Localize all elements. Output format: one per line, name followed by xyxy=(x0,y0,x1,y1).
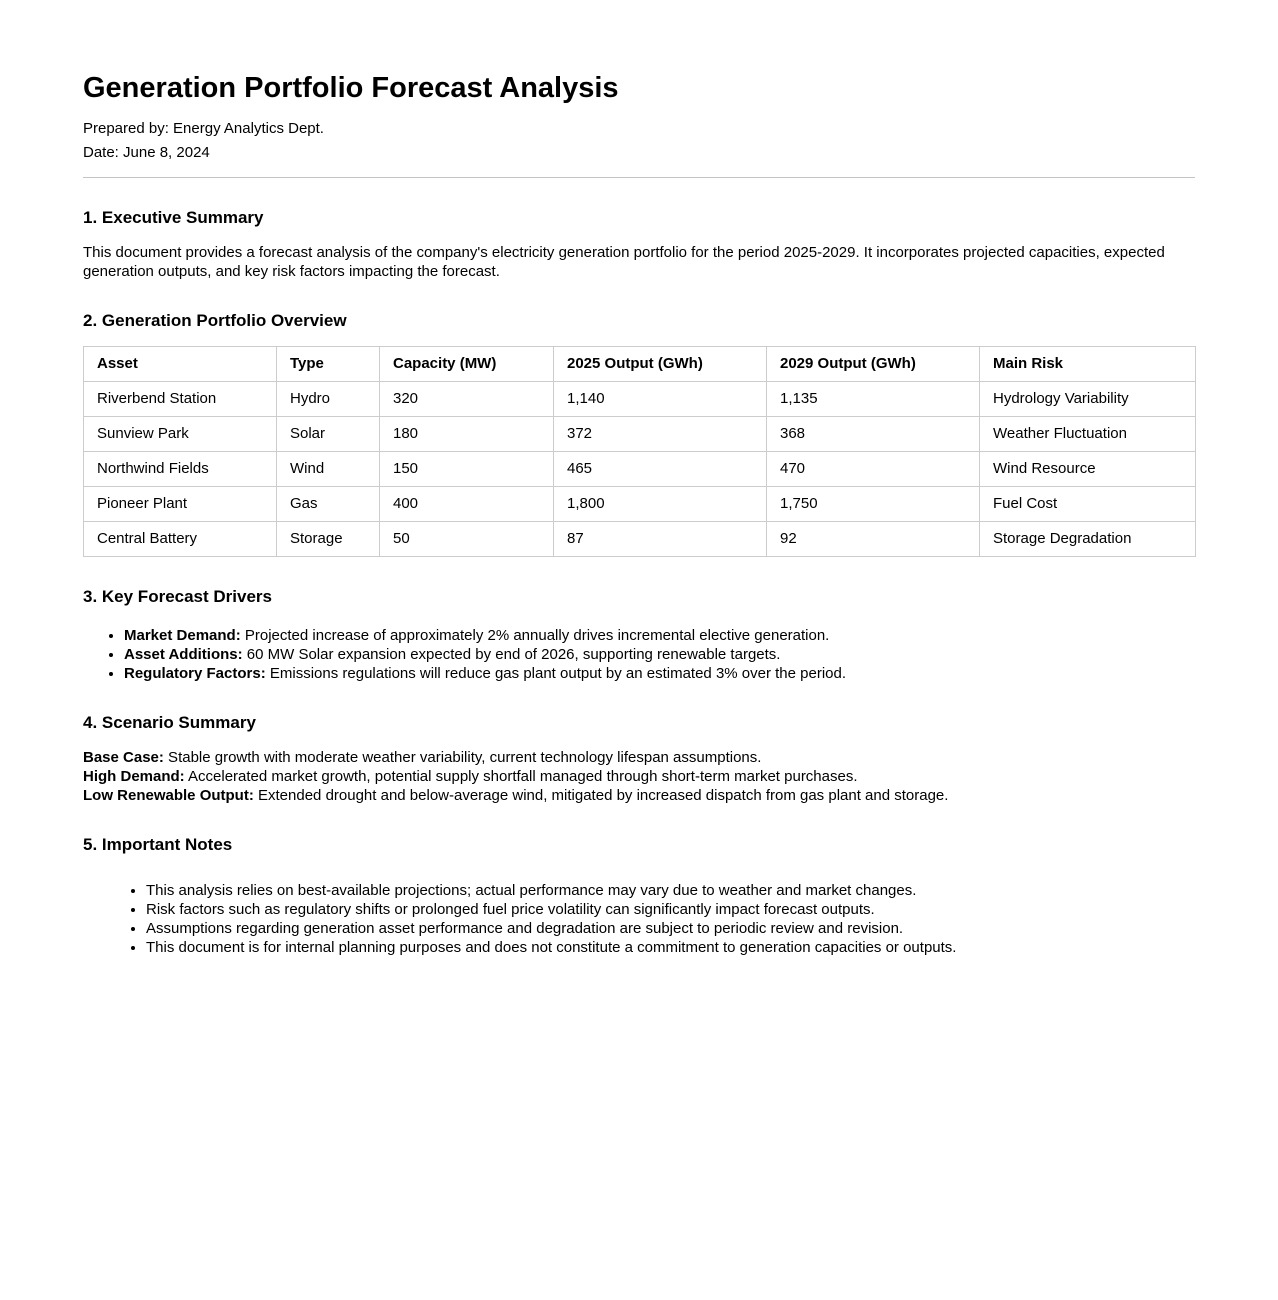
scenario-label: Low Renewable Output: xyxy=(83,787,254,805)
table-cell: 320 xyxy=(380,382,554,417)
scenario-summary-heading: 4. Scenario Summary xyxy=(83,713,256,733)
important-notes-heading: 5. Important Notes xyxy=(83,835,233,855)
table-cell: Storage xyxy=(277,522,380,557)
note-item: • Risk factors such as regulatory shifts or prolonged fuel price volatility can significantly impact forecast outputs. xyxy=(146,900,1195,919)
scenario-text: Accelerated market growth, potential supply shortfall managed through short-term market purchases. xyxy=(184,768,858,786)
table-cell: Fuel Cost xyxy=(980,487,1196,522)
driver-label: Market Demand: xyxy=(124,627,241,645)
table-cell: Gas xyxy=(277,487,380,522)
forecast-drivers-list xyxy=(83,626,1195,683)
table-cell: 1,800 xyxy=(554,487,767,522)
table-cell: Hydrology Variability xyxy=(980,382,1196,417)
table-cell: 180 xyxy=(380,417,554,452)
table-cell: 150 xyxy=(380,452,554,487)
table-cell: 1,140 xyxy=(554,382,767,417)
scenario-text: Stable growth with moderate weather variability, current technology lifespan assumptions. xyxy=(163,749,762,767)
section-portfolio-overview xyxy=(83,311,1195,557)
table-cell: 1,750 xyxy=(767,487,980,522)
note-item: • This document is for internal planning purposes and does not constitute a commitment to generation capacities or outputs. xyxy=(146,938,1195,957)
driver-text: Emissions regulations will reduce gas plant output by an estimated 3% over the period. xyxy=(265,665,847,683)
driver-item xyxy=(124,664,1195,683)
table-cell: 465 xyxy=(554,452,767,487)
header-divider xyxy=(83,177,1195,178)
table-cell: Solar xyxy=(277,417,380,452)
table-cell: Sunview Park xyxy=(84,417,277,452)
table-cell: 400 xyxy=(380,487,554,522)
scenario-label: High Demand: xyxy=(83,768,185,786)
scenario-text: Extended drought and below-average wind, mitigated by increased dispatch from gas plant and storage. xyxy=(253,787,949,805)
table-cell: Wind Resource xyxy=(980,452,1196,487)
scenario-label: Base Case: xyxy=(83,749,164,767)
table-row xyxy=(84,487,1196,522)
portfolio-overview-heading: 2. Generation Portfolio Overview xyxy=(83,311,347,331)
section-important-notes xyxy=(83,835,1195,957)
table-cell: Hydro xyxy=(277,382,380,417)
col-header-main-risk: Main Risk xyxy=(980,347,1196,382)
section-scenario-summary xyxy=(83,713,1195,805)
table-header-row xyxy=(84,347,1196,382)
portfolio-table xyxy=(83,346,1196,557)
table-cell: 470 xyxy=(767,452,980,487)
table-cell: Storage Degradation xyxy=(980,522,1196,557)
executive-summary-text: This document provides a forecast analysis of the company's electricity generation portfolio for the period 2025-2029. It incorporates projected capacities, expected generation outputs, and key risk factors impacting the forecast. xyxy=(83,244,1165,281)
col-header-capacity: Capacity (MW) xyxy=(380,347,554,382)
driver-label: Regulatory Factors: xyxy=(124,665,266,683)
note-item: • Assumptions regarding generation asset performance and degradation are subject to periodic review and revision. xyxy=(146,919,1195,938)
table-cell: 368 xyxy=(767,417,980,452)
section-forecast-drivers xyxy=(83,587,1195,683)
scenario-line xyxy=(83,767,1195,786)
table-cell: Central Battery xyxy=(84,522,277,557)
page-title: Generation Portfolio Forecast Analysis xyxy=(83,72,619,104)
table-row xyxy=(84,522,1196,557)
driver-item xyxy=(124,645,1195,664)
table-cell: 87 xyxy=(554,522,767,557)
driver-item xyxy=(124,626,1195,645)
forecast-drivers-heading: 3. Key Forecast Drivers xyxy=(83,587,272,607)
executive-summary-heading: 1. Executive Summary xyxy=(83,208,264,228)
table-cell: Wind xyxy=(277,452,380,487)
col-header-type: Type xyxy=(277,347,380,382)
driver-text: 60 MW Solar expansion expected by end of 2026, supporting renewable targets. xyxy=(242,646,781,664)
table-cell: 372 xyxy=(554,417,767,452)
prepared-by-line: Prepared by: Energy Analytics Dept. xyxy=(83,120,324,138)
table-cell: Riverbend Station xyxy=(84,382,277,417)
table-row xyxy=(84,417,1196,452)
table-cell: Weather Fluctuation xyxy=(980,417,1196,452)
date-line: Date: June 8, 2024 xyxy=(83,144,210,162)
document-page xyxy=(83,0,1195,957)
col-header-2025-output: 2025 Output (GWh) xyxy=(554,347,767,382)
table-row xyxy=(84,382,1196,417)
table-cell: 50 xyxy=(380,522,554,557)
section-executive-summary xyxy=(83,208,1195,281)
table-row xyxy=(84,452,1196,487)
table-cell: Pioneer Plant xyxy=(84,487,277,522)
table-cell: 92 xyxy=(767,522,980,557)
scenario-block xyxy=(83,748,1195,805)
col-header-asset: Asset xyxy=(84,347,277,382)
important-notes-list xyxy=(83,881,1195,957)
note-item: • This analysis relies on best-available projections; actual performance may vary due to weather and market changes. xyxy=(146,881,1195,900)
table-cell: Northwind Fields xyxy=(84,452,277,487)
scenario-line xyxy=(83,786,1195,805)
col-header-2029-output: 2029 Output (GWh) xyxy=(767,347,980,382)
table-cell: 1,135 xyxy=(767,382,980,417)
driver-label: Asset Additions: xyxy=(124,646,243,664)
scenario-line xyxy=(83,748,1195,767)
driver-text: Projected increase of approximately 2% annually drives incremental elective generation. xyxy=(240,627,830,645)
